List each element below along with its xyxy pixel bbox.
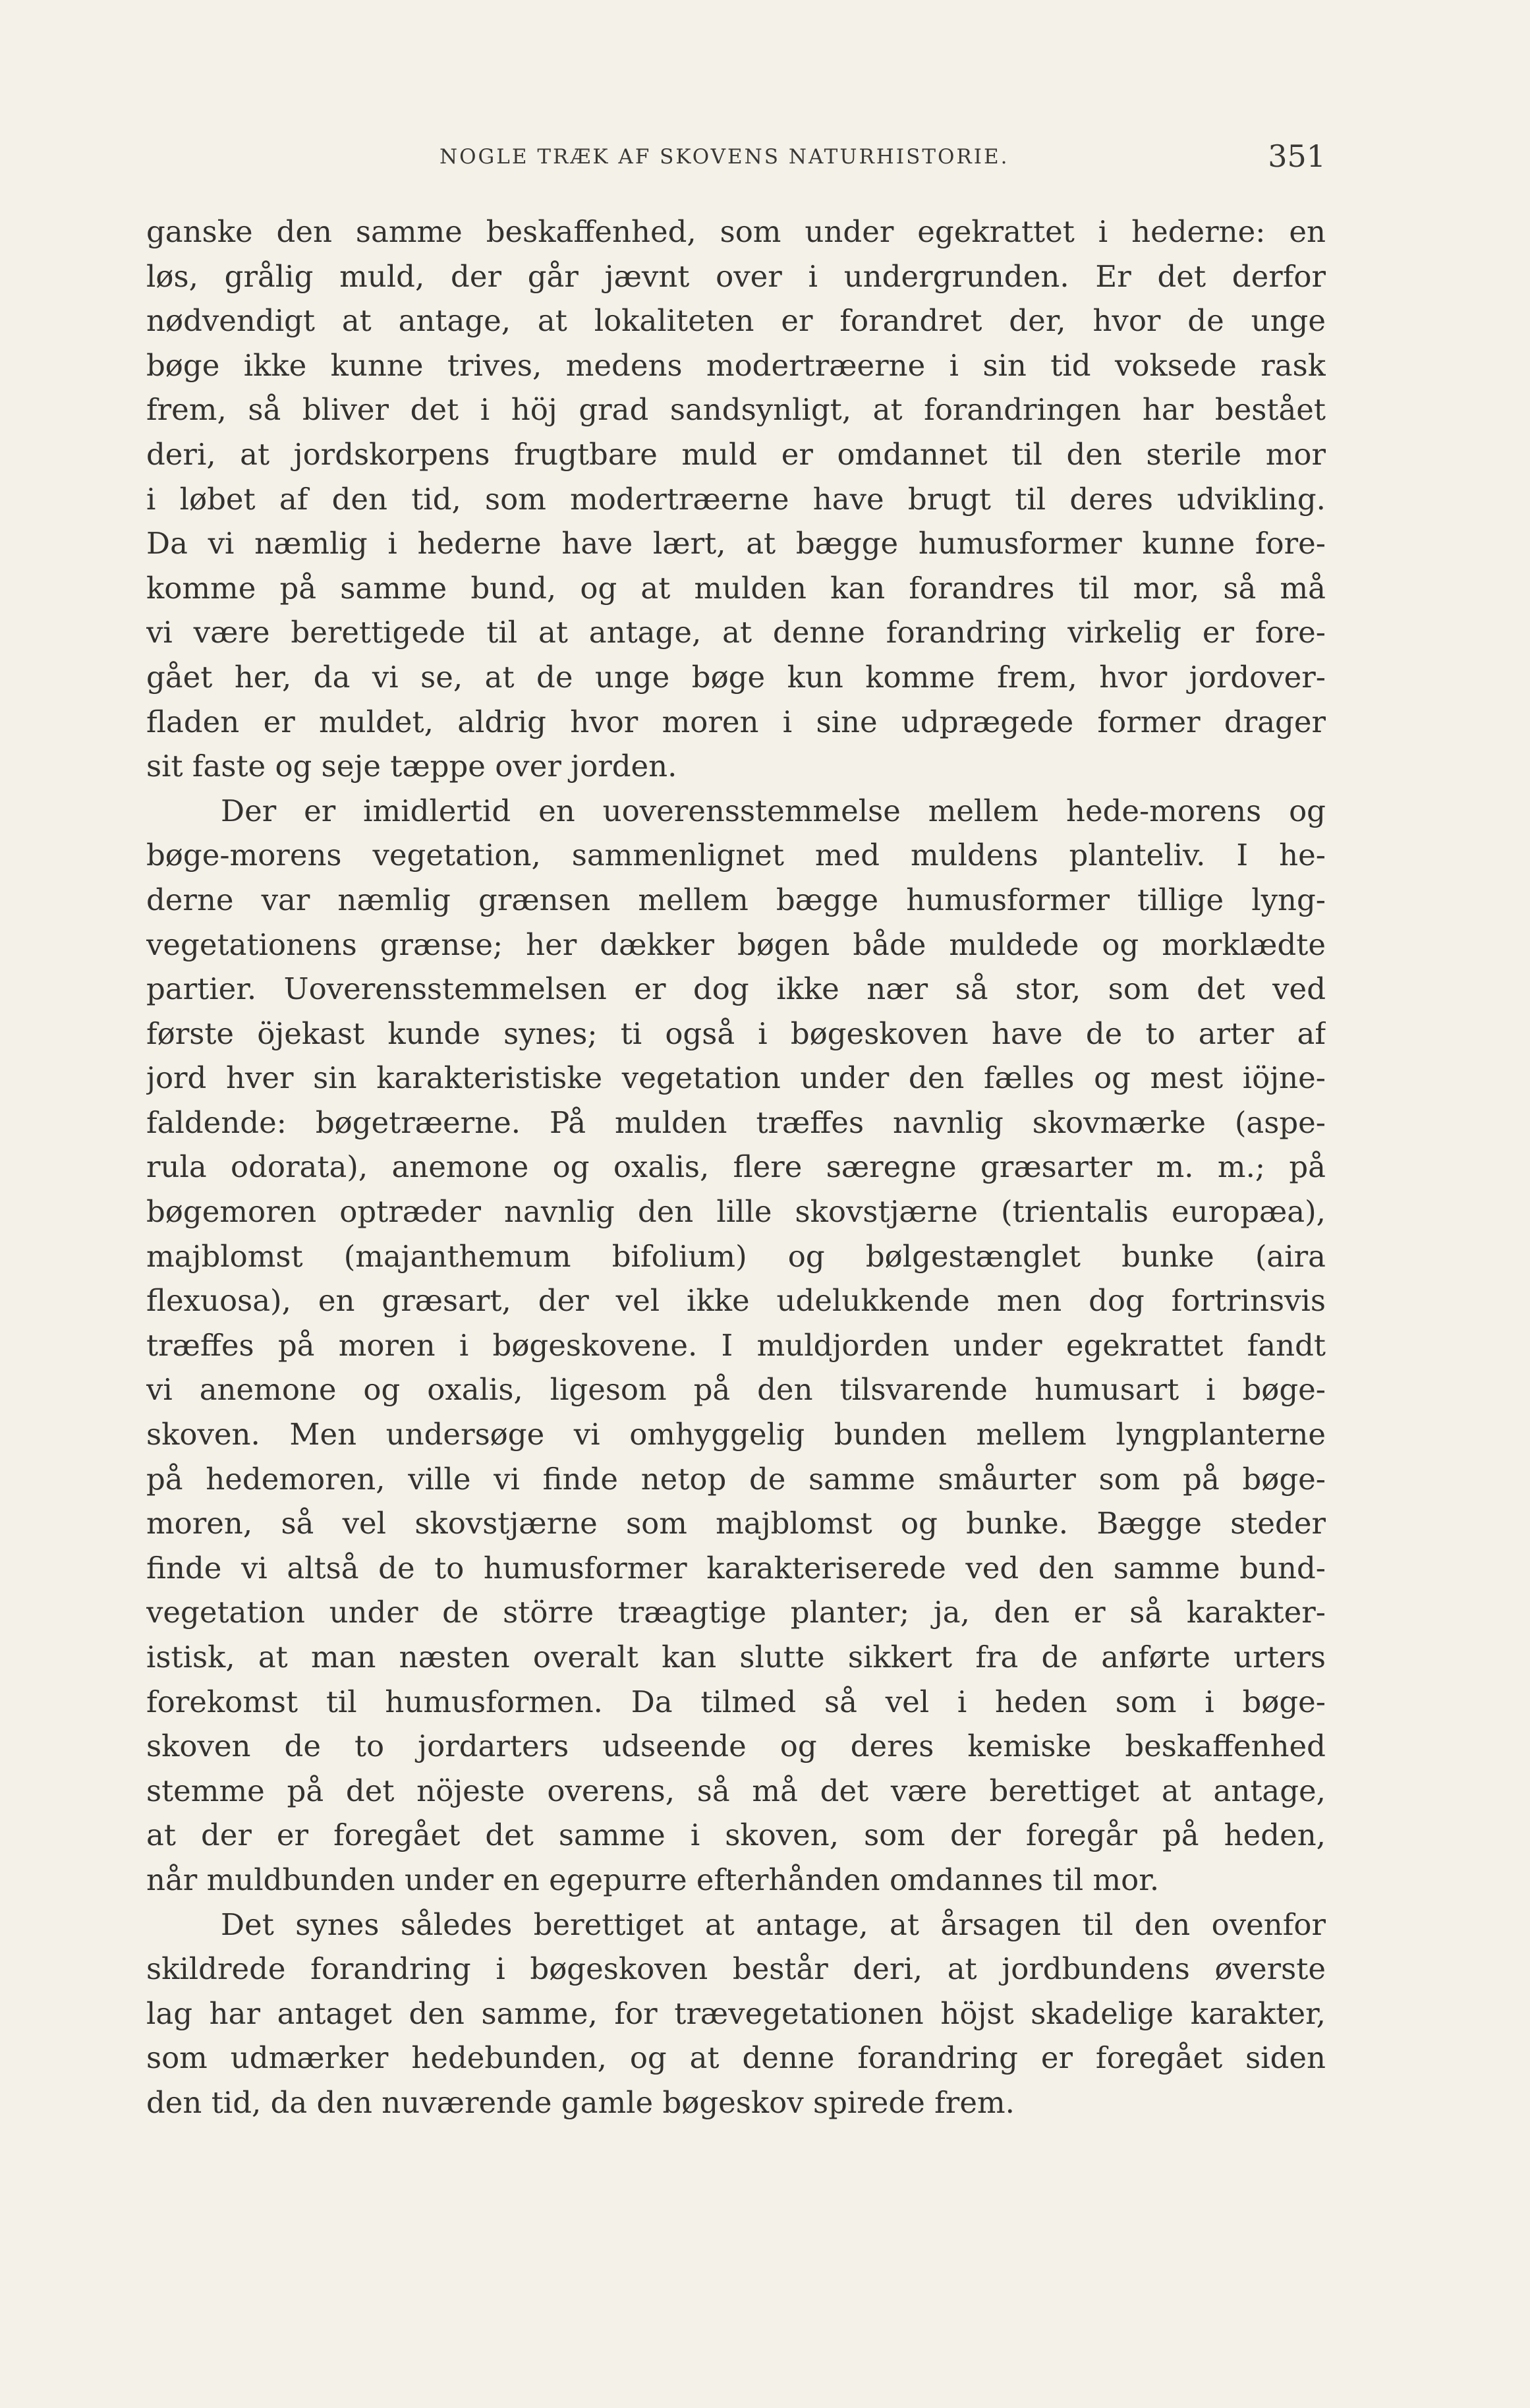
text-line: rula odorata), anemone og oxalis, flere særegne græsarter m. m.; på [146,1149,1326,1185]
running-head: NOGLE TRÆK AF SKOVENS NATURHISTORIE. [439,145,1009,169]
text-line: i løbet af den tid, som modertræerne have brugt til deres udvikling. [146,481,1326,517]
text-line: gået her, da vi se, at de unge bøge kun komme frem, hvor jordover- [146,659,1326,695]
text-line: skildrede forandring i bøgeskoven består deri, at jordbundens øverste [146,1951,1326,1987]
text-line: på hedemoren, ville vi finde netop de samme småurter som på bøge- [146,1461,1326,1497]
text-line: når muldbunden under en egepurre efterhånden omdannes til mor. [146,1862,1160,1897]
text-line: frem, så bliver det i höj grad sandsynligt, at forandringen har bestået [146,392,1326,428]
text-line: bøge ikke kunne trives, medens modertræerne i sin tid voksede rask [146,347,1326,383]
text-line: bøgemoren optræder navnlig den lille skovstjærne (trientalis europæa), [146,1194,1326,1230]
page-number: 351 [1268,138,1326,174]
text-line: vi anemone og oxalis, ligesom på den tilsvarende humusart i bøge- [146,1372,1326,1408]
text-line: den tid, da den nuværende gamle bøgeskov spirede frem. [146,2084,1015,2120]
text-line: lag har antaget den samme, for trævegetationen höjst skadelige karakter, [146,1995,1326,2031]
text-line: derne var næmlig grænsen mellem bægge humusformer tillige lyng- [146,882,1326,917]
text-line: bøge-morens vegetation, sammenlignet med muldens planteliv. I he- [146,838,1326,873]
text-line: skoven de to jordarters udseende og deres kemiske beskaffenhed [146,1729,1326,1764]
text-line: Da vi næmlig i hederne have lært, at bægge humusformer kunne fore- [146,526,1326,561]
text-line: istisk, at man næsten overalt kan slutte sikkert fra de anførte urters [146,1640,1326,1675]
text-line: fladen er muldet, aldrig hvor moren i sine udprægede former drager [146,704,1326,739]
text-line: træffes på moren i bøgeskovene. I muldjorden under egekrattet fandt [146,1327,1326,1363]
text-line: komme på samme bund, og at mulden kan forandres til mor, så må [146,570,1326,606]
text-line: løs, grålig muld, der går jævnt over i undergrunden. Er det derfor [146,258,1326,294]
page-header [146,138,1326,178]
text-line: jord hver sin karakteristiske vegetation under den fælles og mest iöjne- [146,1060,1326,1096]
text-line: vegetationens grænse; her dækker bøgen både muldede og morklædte [146,927,1326,962]
text-line: skoven. Men undersøge vi omhyggelig bunden mellem lyngplanterne [146,1417,1326,1452]
paragraph-2 [146,789,1326,1903]
text-line: partier. Uoverensstemmelsen er dog ikke nær så stor, som det ved [146,971,1326,1007]
text-line: stemme på det nöjeste overens, så må det være berettiget at antage, [146,1773,1326,1808]
text-line: forekomst til humusformen. Da tilmed så vel i heden som i bøge- [146,1684,1326,1719]
text-line: vi være berettigede til at antage, at denne forandring virkelig er fore- [146,615,1326,650]
text-line: Det synes således berettiget at antage, at årsagen til den ovenfor [221,1906,1326,1942]
text-line: vegetation under de större træagtige planter; ja, den er så karakter- [146,1595,1326,1630]
text-line: ganske den samme beskaffenhed, som under egekrattet i hederne: en [146,214,1326,249]
text-line: finde vi altså de to humusformer karakteriserede ved den samme bund- [146,1550,1326,1586]
text-line: faldende: bøgetræerne. På mulden træffes navnlig skovmærke (aspe- [146,1104,1326,1140]
text-line: som udmærker hedebunden, og at denne forandring er foregået siden [146,2040,1326,2076]
paragraph-3 [146,1903,1326,2125]
text-line: at der er foregået det samme i skoven, som der foregår på heden, [146,1818,1326,1853]
paragraph-1 [146,210,1326,789]
text-line: moren, så vel skovstjærne som majblomst og bunke. Bægge steder [146,1506,1326,1541]
text-line: første öjekast kunde synes; ti også i bøgeskoven have de to arter af [146,1016,1326,1051]
text-line: flexuosa), en græsart, der vel ikke udelukkende men dog fortrinsvis [146,1283,1326,1319]
text-line: majblomst (majanthemum bifolium) og bølgestænglet bunke (aira [146,1238,1326,1274]
body-text [146,210,1326,2125]
text-line: sit faste og seje tæppe over jorden. [146,749,677,784]
text-line: nødvendigt at antage, at lokaliteten er forandret der, hvor de unge [146,303,1326,339]
text-line: deri, at jordskorpens frugtbare muld er omdannet til den sterile mor [146,436,1326,472]
text-line: Der er imidlertid en uoverensstemmelse mellem hede-morens og [221,793,1326,828]
